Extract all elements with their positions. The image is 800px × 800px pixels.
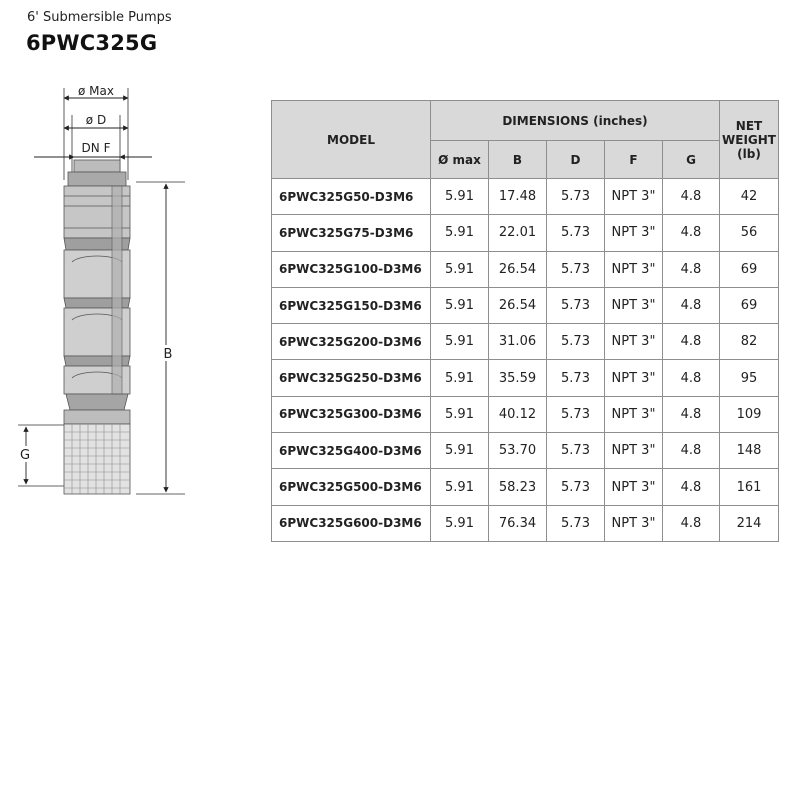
cell-model: 6PWC325G300-D3M6 [272,396,431,432]
cell-f: NPT 3" [605,287,663,323]
cell-d: 5.73 [547,324,605,360]
cell-b: 26.54 [489,251,547,287]
cell-model: 6PWC325G400-D3M6 [272,433,431,469]
cell-model: 6PWC325G600-D3M6 [272,505,431,541]
header-b: B [489,141,547,179]
cell-f: NPT 3" [605,396,663,432]
cell-d: 5.73 [547,505,605,541]
table-row [272,505,779,541]
cell-weight: 56 [720,215,779,251]
header-f: F [605,141,663,179]
table-row [272,396,779,432]
cell-model: 6PWC325G250-D3M6 [272,360,431,396]
cell-model: 6PWC325G75-D3M6 [272,215,431,251]
cell-g: 4.8 [663,433,720,469]
b-dimension-label: B [163,347,173,362]
cell-g: 4.8 [663,360,720,396]
cell-g: 4.8 [663,215,720,251]
page-title: 6PWC325G [26,31,158,55]
header-dimensions: DIMENSIONS (inches) [431,101,720,141]
cell-f: NPT 3" [605,215,663,251]
g-dimension-label: G [19,448,31,463]
pump-drawing [0,0,200,520]
cell-model: 6PWC325G500-D3M6 [272,469,431,505]
cell-max: 5.91 [431,505,489,541]
cell-b: 53.70 [489,433,547,469]
cell-b: 40.12 [489,396,547,432]
header-max: Ø max [431,141,489,179]
pump-body [64,160,130,494]
cell-model: 6PWC325G200-D3M6 [272,324,431,360]
dnf-dimension-label: DN F [81,141,111,155]
cell-f: NPT 3" [605,433,663,469]
header-d: D [547,141,605,179]
cell-max: 5.91 [431,360,489,396]
cell-d: 5.73 [547,215,605,251]
cell-d: 5.73 [547,360,605,396]
table-row [272,469,779,505]
page-subtitle: 6' Submersible Pumps [27,10,172,25]
header-net-weight: NET WEIGHT (lb) [720,101,779,179]
cell-d: 5.73 [547,396,605,432]
cell-b: 31.06 [489,324,547,360]
cell-b: 35.59 [489,360,547,396]
cell-max: 5.91 [431,469,489,505]
cell-model: 6PWC325G50-D3M6 [272,179,431,215]
cell-d: 5.73 [547,287,605,323]
cell-weight: 95 [720,360,779,396]
cell-d: 5.73 [547,469,605,505]
cell-f: NPT 3" [605,251,663,287]
cell-weight: 161 [720,469,779,505]
cell-weight: 69 [720,251,779,287]
cell-f: NPT 3" [605,179,663,215]
cell-d: 5.73 [547,251,605,287]
table-row [272,251,779,287]
table-body [272,179,779,542]
table-row [272,215,779,251]
cell-weight: 42 [720,179,779,215]
cell-weight: 214 [720,505,779,541]
cell-weight: 69 [720,287,779,323]
cell-max: 5.91 [431,396,489,432]
cell-b: 76.34 [489,505,547,541]
cell-weight: 109 [720,396,779,432]
cell-max: 5.91 [431,324,489,360]
cell-weight: 82 [720,324,779,360]
cell-b: 17.48 [489,179,547,215]
cell-weight: 148 [720,433,779,469]
cell-f: NPT 3" [605,360,663,396]
cell-model: 6PWC325G150-D3M6 [272,287,431,323]
cell-max: 5.91 [431,215,489,251]
table-row [272,287,779,323]
header-g: G [663,141,720,179]
cell-g: 4.8 [663,251,720,287]
cell-f: NPT 3" [605,505,663,541]
cell-g: 4.8 [663,396,720,432]
table-row [272,179,779,215]
header-model: MODEL [272,101,431,179]
cell-b: 26.54 [489,287,547,323]
max-dimension-label: ø Max [78,84,114,98]
cell-d: 5.73 [547,433,605,469]
cell-g: 4.8 [663,505,720,541]
cell-f: NPT 3" [605,324,663,360]
cell-max: 5.91 [431,287,489,323]
cell-model: 6PWC325G100-D3M6 [272,251,431,287]
cell-max: 5.91 [431,179,489,215]
cell-g: 4.8 [663,179,720,215]
cell-f: NPT 3" [605,469,663,505]
d-dimension-label: ø D [85,113,107,127]
dimensions-table [271,100,779,542]
cell-b: 58.23 [489,469,547,505]
cell-b: 22.01 [489,215,547,251]
cell-max: 5.91 [431,251,489,287]
cell-d: 5.73 [547,179,605,215]
cell-g: 4.8 [663,287,720,323]
cell-g: 4.8 [663,324,720,360]
cell-g: 4.8 [663,469,720,505]
table-row [272,324,779,360]
table-row [272,433,779,469]
cell-max: 5.91 [431,433,489,469]
table-row [272,360,779,396]
